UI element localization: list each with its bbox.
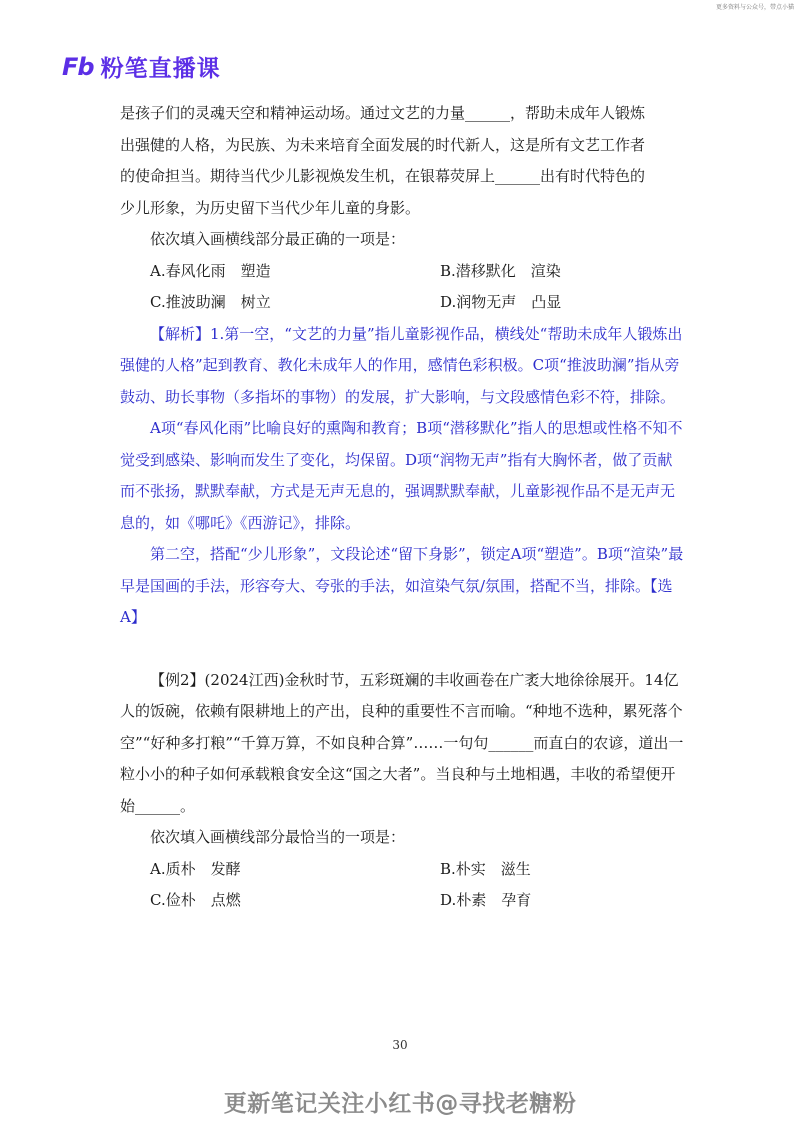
footer-banner: 更新笔记关注小红书@寻找老糖粉 [223,1091,577,1117]
q2-option-b: B.朴实 滋生 [440,859,531,878]
page-content [120,98,686,917]
q1-analysis-para-1: 【解析】1.第一空，“文艺的力量”指儿童影视作品，横线处“帮助未成年人锻炼出强健的人格”起到教育、教化未成年人的作用，感情色彩积极。C项“推波助澜”指从旁鼓动、助长事物（多指坏的事物）的发展，扩大影响，与文段感情色彩不符，排除。 [120,324,683,406]
brand-logo [62,50,221,83]
q1-passage-line: 少儿形象，为历史留下当代少年儿童的身影。 [120,198,421,217]
q2-option-d: D.朴素 孕育 [440,891,532,909]
q2-option-a: A.质朴 发酵 [150,859,241,878]
q2-passage: 【例2】(2024江西)金秋时节，五彩斑斓的丰收画卷在广袤大地徐徐展开。14亿人的饭碗，依赖有限耕地上的产出，良种的重要性不言而喻。“种地不选种，累死落个空”“好种多打粮”“千算万算，不如良种合算”……一句句______而直白的农谚，道出一粒小小的种子如何承载粮食安全这“国之大者”。当良种与土地相遇，丰收的希望便开始______。 [120,670,684,815]
corner-note: 更多资料与公众号，带点小猫 [715,4,794,11]
q1-prompt: 依次填入画横线部分最正确的一项是： [150,230,406,248]
q2-prompt: 依次填入画横线部分最恰当的一项是： [150,828,406,846]
q1-analysis-para-2: A项“春风化雨”比喻良好的熏陶和教育；B项“潜移默化”指人的思想或性格不知不觉受到感染、影响而发生了变化，均保留。D项“润物无声”指有大胸怀者，做了贡献而不张扬，默默奉献，方式是无声无息的，强调默默奉献，儿童影视作品不是无声无息的，如《哪吒》《西游记》，排除。 [120,419,683,532]
logo-mark-icon: Fb [62,52,94,81]
q1-option-b: B.潜移默化 渲染 [440,261,561,280]
q1-options [120,256,686,319]
q1-passage-line: 出强健的人格，为民族、为未来培育全面发展的时代新人，这是所有文艺工作者 [120,135,646,154]
section-spacer [120,634,686,665]
q1-option-c: C.推波助澜 树立 [150,293,271,311]
q1-passage-line: 的使命担当。期待当代少儿影视焕发生机，在银幕荧屏上______出有时代特色的 [120,167,646,185]
logo-text: 粉笔直播课 [100,56,221,82]
q2-options [120,854,686,917]
q1-option-a: A.春风化雨 塑造 [150,261,271,280]
q1-option-d: D.润物无声 凸显 [440,293,562,311]
q1-passage-line: 是孩子们的灵魂天空和精神运动场。通过文艺的力量______，帮助未成年人锻炼 [120,104,646,122]
q2-option-c: C.俭朴 点燃 [150,891,241,909]
q1-analysis-para-3: 第二空，搭配“少儿形象”，文段论述“留下身影”，锁定A项“塑造”。B项“渲染”最早是国画的手法，形容夸大、夸张的手法，如渲染气氛/氛围，搭配不当，排除。【选A】 [120,545,684,626]
page-number: 30 [392,1038,408,1052]
